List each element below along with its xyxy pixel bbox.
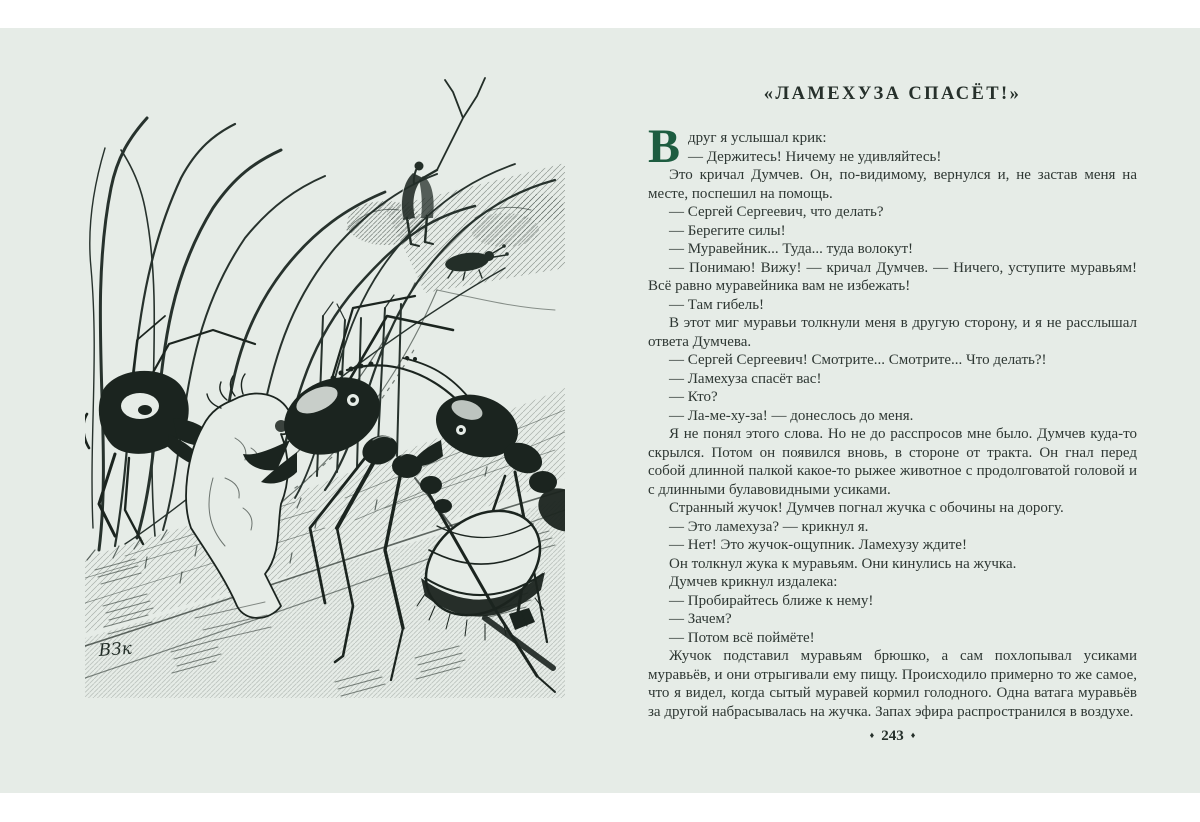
opening-line: — Держитесь! Ничему не удивляйтесь! <box>688 148 942 165</box>
page-number: 243 <box>881 728 904 744</box>
paragraph: Думчев крикнул издалека: <box>669 574 838 590</box>
body-paragraphs <box>648 166 1137 721</box>
page-footer <box>648 728 1137 745</box>
paragraph: Это кричал Думчев. Он, по-видимому, вернулся и, не застав меня на месте, поспешил на помощь. <box>648 167 1137 202</box>
paragraph: — Сергей Сергеевич, что делать? <box>669 204 884 220</box>
paragraph: — Это ламехуза? — крикнул я. <box>669 518 869 535</box>
artist-signature <box>97 639 133 661</box>
diamond-ornament: ♦ <box>869 730 875 740</box>
paragraph: — Сергей Сергеевич! Смотрите... Смотрите... Что делать?! <box>669 352 1047 368</box>
paragraph: — Ламехуза спасёт вас! <box>669 370 822 387</box>
paragraph: Странный жучок! Думчев погнал жучка с обочины на дорогу. <box>669 500 1064 516</box>
chapter-body <box>648 120 1137 721</box>
text-column <box>648 84 1137 721</box>
paragraph: — Зачем? <box>669 611 732 627</box>
paragraph: — Понимаю! Вижу! — кричал Думчев. — Ничего, уступите муравьям! Всё равно муравейника вам не избежать! <box>648 259 1137 294</box>
opening-paragraphs <box>648 120 1137 173</box>
opening-line: друг я услышал крик: <box>688 130 827 146</box>
chapter-title: «ЛАМЕХУЗА СПАСЁТ!» <box>763 84 1022 104</box>
paragraph: — Там гибель! <box>669 296 765 313</box>
paragraph: В этот миг муравьи толкнули меня в другую сторону, и я не расслышал ответа Думчева. <box>648 315 1137 350</box>
artist-signature-text: ВЗк <box>97 638 133 661</box>
paragraph: Он толкнул жука к муравьям. Они кинулись на жучка. <box>669 555 1017 572</box>
paragraph: — Ла-ме-ху-за! — донеслось до меня. <box>669 407 914 424</box>
paragraph: — Потом всё поймёте! <box>669 629 815 646</box>
paragraph: Я не понял этого слова. Но не до расспросов мне было. Думчев куда-то скрылся. Потом он появился вновь, в стороне от тракта. Он гнал перед собой длинной палкой какое-то рыжее животное с продолговатой головой и с длинными булавовидными усиками. <box>648 426 1137 498</box>
paragraph: Жучок подставил муравьям брюшко, а сам похлопывал усиками муравьёв, и они отрыгивали ему пищу. Происходило примерно то же самое, что я видел, когда сытый муравей кормил голодного. Одна ватага муравьёв за другой набрасывалась на жучка. Запах эфира распространился в воздухе. <box>648 648 1137 720</box>
paragraph: — Муравейник... Туда... туда волокут! <box>669 241 913 257</box>
walking-stick <box>437 78 485 170</box>
illustration <box>85 58 565 698</box>
book-page-background <box>0 28 1200 793</box>
paragraph: — Берегите силы! <box>669 222 786 239</box>
paragraph: — Нет! Это жучок-ощупник. Ламехузу ждите! <box>669 537 967 553</box>
drop-cap: В <box>648 120 681 173</box>
diamond-ornament: ♦ <box>910 730 916 740</box>
paragraph: — Пробирайтесь ближе к нему! <box>669 592 874 609</box>
paragraph: — Кто? <box>669 389 718 405</box>
